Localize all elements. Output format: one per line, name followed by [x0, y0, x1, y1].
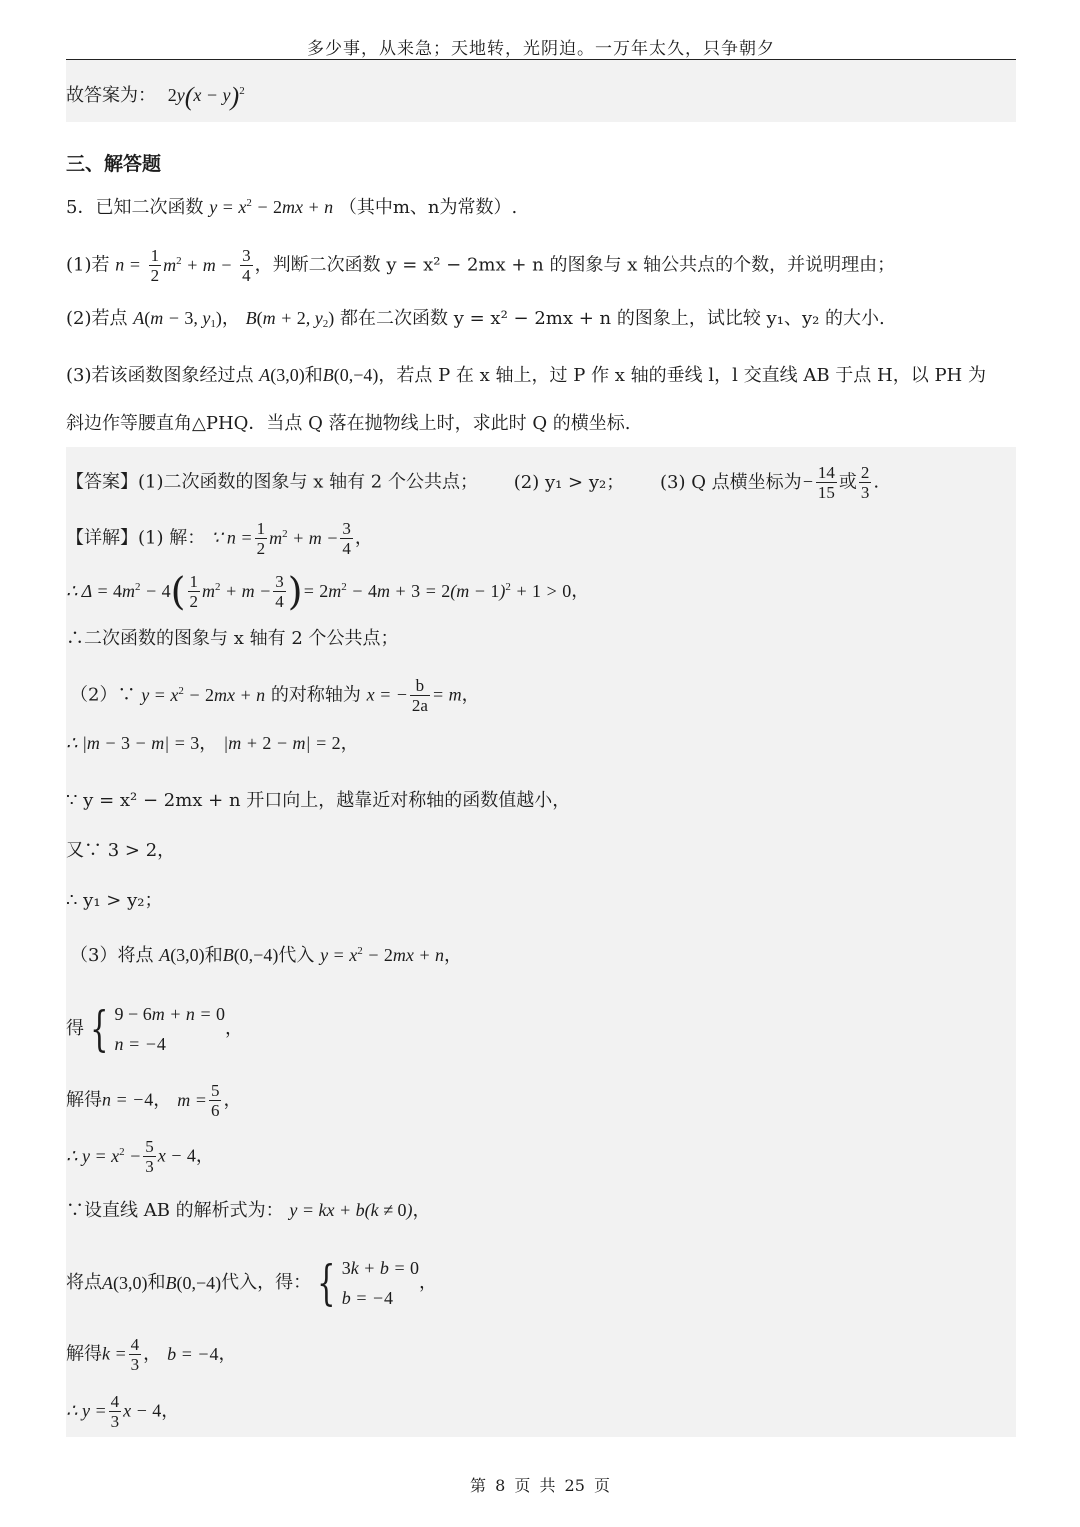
page-header-motto: 多少事，从来急；天地转，光阴迫。一万年太久，只争朝夕: [307, 39, 775, 59]
solution-step-1c: ∴二次函数的图象与 x 轴有 2 个公共点；: [66, 628, 399, 649]
solution-step-2c: ∵ y = x² − 2mx + n 开口向上，越靠近对称轴的函数值越小，: [66, 790, 571, 811]
section-title: 三、解答题: [66, 153, 162, 175]
previous-answer: 故答案为： $2y(x - y)^2$: [66, 82, 245, 111]
solution-step-3g: 解得k = $\frac{4}{3}$ ， b = −4，: [66, 1335, 237, 1374]
solution-step-3d: ∴ $y = x^2$ − $\frac{5}{3}$ x − 4，: [66, 1137, 214, 1176]
solution-step-3a: （3）将点 A(3,0)和B(0,−4)代入 $y = x^2 - 2mx + n$，: [70, 945, 462, 966]
solution-step-1b: ∴ $\Delta = 4m^2 - 4$( $\frac{1}{2}$ $m^2 + m$ − $\frac{3}{4}$ )= $2m^2 - 4m + 3 = 2(m - 1)^2 + 1 > 0$，: [66, 569, 590, 614]
previous-answer-label: 故答案为：: [66, 85, 156, 107]
answer-label: 【答案】: [66, 471, 138, 493]
solution-step-1a: 【详解】(1) 解： ∵ n = $\frac{1}{2}$ $m^2 + m$ − $\frac{3}{4}$ ，: [66, 519, 373, 558]
solution-step-3b: 得 { 9 − 6m + n = 0 n = −4，: [66, 1001, 243, 1057]
page-number: 第 8 页 共 25 页: [470, 1476, 610, 1495]
question-3-cont: 斜边作等腰直角△PHQ．当点 Q 落在抛物线上时，求此时 Q 的横坐标.: [66, 413, 631, 434]
solution-step-2e: ∴ y₁ > y₂；: [66, 890, 163, 911]
question-3: (3)若该函数图象经过点 A(3,0)和B(0,−4)，若点 P 在 x 轴上，过 P 作 x 轴的垂线 l，l 交直线 AB 于点 H，以 PH 为: [66, 365, 986, 386]
question-1: (1)若 n = $\frac{1}{2}$ $m^2 + m$ − $\frac{3}{4}$ ，判断二次函数 y = x² − 2mx + n 的图象与 x 轴公共点的个数，并说明理由；: [66, 246, 896, 285]
solution-step-3e: ∵设直线 AB 的解析式为： y = kx + b(k ≠ 0)，: [66, 1200, 431, 1221]
question-2: (2)若点 A(m − 3, $y_1$)， B(m + 2, $y_2$) 都在二次函数 y = x² − 2mx + n 的图象上，试比较 y₁、y₂ 的大小.: [66, 308, 885, 330]
solution-step-2a: （2）∵ $y = x^2 - 2mx + n$ 的对称轴为 x = − $\frac{b}{2a}$ = m，: [70, 676, 480, 715]
solution-step-3c: 解得n = −4， m = $\frac{5}{6}$ ，: [66, 1081, 242, 1120]
solution-step-2b: ∴ |m − 3 − m| = 3， |m + 2 − m| = 2，: [66, 733, 359, 754]
solution-step-2d: 又∵ 3 > 2，: [66, 840, 176, 861]
problem-stem: 5．已知二次函数 $y = x^2 - 2mx + n$ （其中m、n为常数）.: [66, 197, 518, 218]
solution-step-3f: 将点A(3,0)和B(0,−4)代入，得： { 3k + b = 0 b = −4，: [66, 1255, 437, 1311]
answer-line: 【答案】(1)二次函数的图象与 x 轴有 2 个公共点； (2) y₁ > y₂； (3) Q 点横坐标为− $\frac{14}{15}$ 或 $\frac{2}{3}$ .: [66, 463, 880, 502]
solution-step-3h: ∴ y = $\frac{4}{3}$ x − 4，: [66, 1392, 180, 1431]
